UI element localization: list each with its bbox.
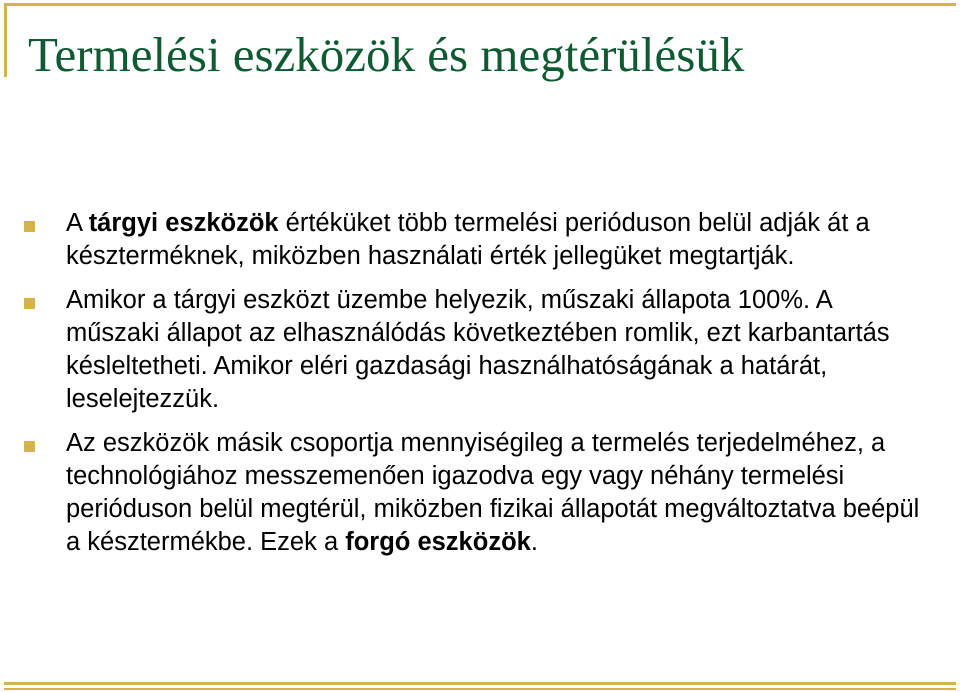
bullet-item [24, 284, 924, 416]
bullet-text: A [66, 209, 89, 237]
bullet-list [24, 207, 924, 559]
square-bullet-icon [24, 298, 35, 309]
bottom-border-line [4, 682, 956, 685]
bullet-bold-term: tárgyi eszközök [88, 209, 279, 237]
bullet-bold-term: forgó eszközök [345, 528, 531, 556]
bullet-text: értéküket több termelési perióduson belül adják át a készterméknek, miközben használati érték jellegüket megtartják. [66, 209, 870, 270]
bullet-text: Amikor a tárgyi eszközt üzembe helyezik, műszaki állapota 100%. A műszaki állapot az elhasználódás következtében romlik, ezt karbantartás késleltetheti. Amikor eléri gazdasági használhatóságának a határát, leselejtezzük. [66, 286, 890, 413]
bullet-text: Az eszközök másik csoportja mennyiségileg a termelés terjedelméhez, a technológiához messzemenően igazodva egy vagy néhány termelési perióduson belül megtérül, miközben fizikai állapotát megváltoztatva beépül a késztermékbe. Ezek a [66, 429, 920, 556]
square-bullet-icon [24, 221, 35, 232]
square-bullet-icon [24, 441, 35, 452]
slide-title: Termelési eszközök és megtérülésük [28, 27, 745, 82]
bullet-item [24, 427, 924, 559]
top-border-line [4, 3, 956, 6]
bullet-item [24, 207, 924, 273]
left-border-line [4, 3, 7, 77]
bottom-border-line-secondary [4, 688, 956, 690]
bullet-text: . [530, 528, 538, 556]
